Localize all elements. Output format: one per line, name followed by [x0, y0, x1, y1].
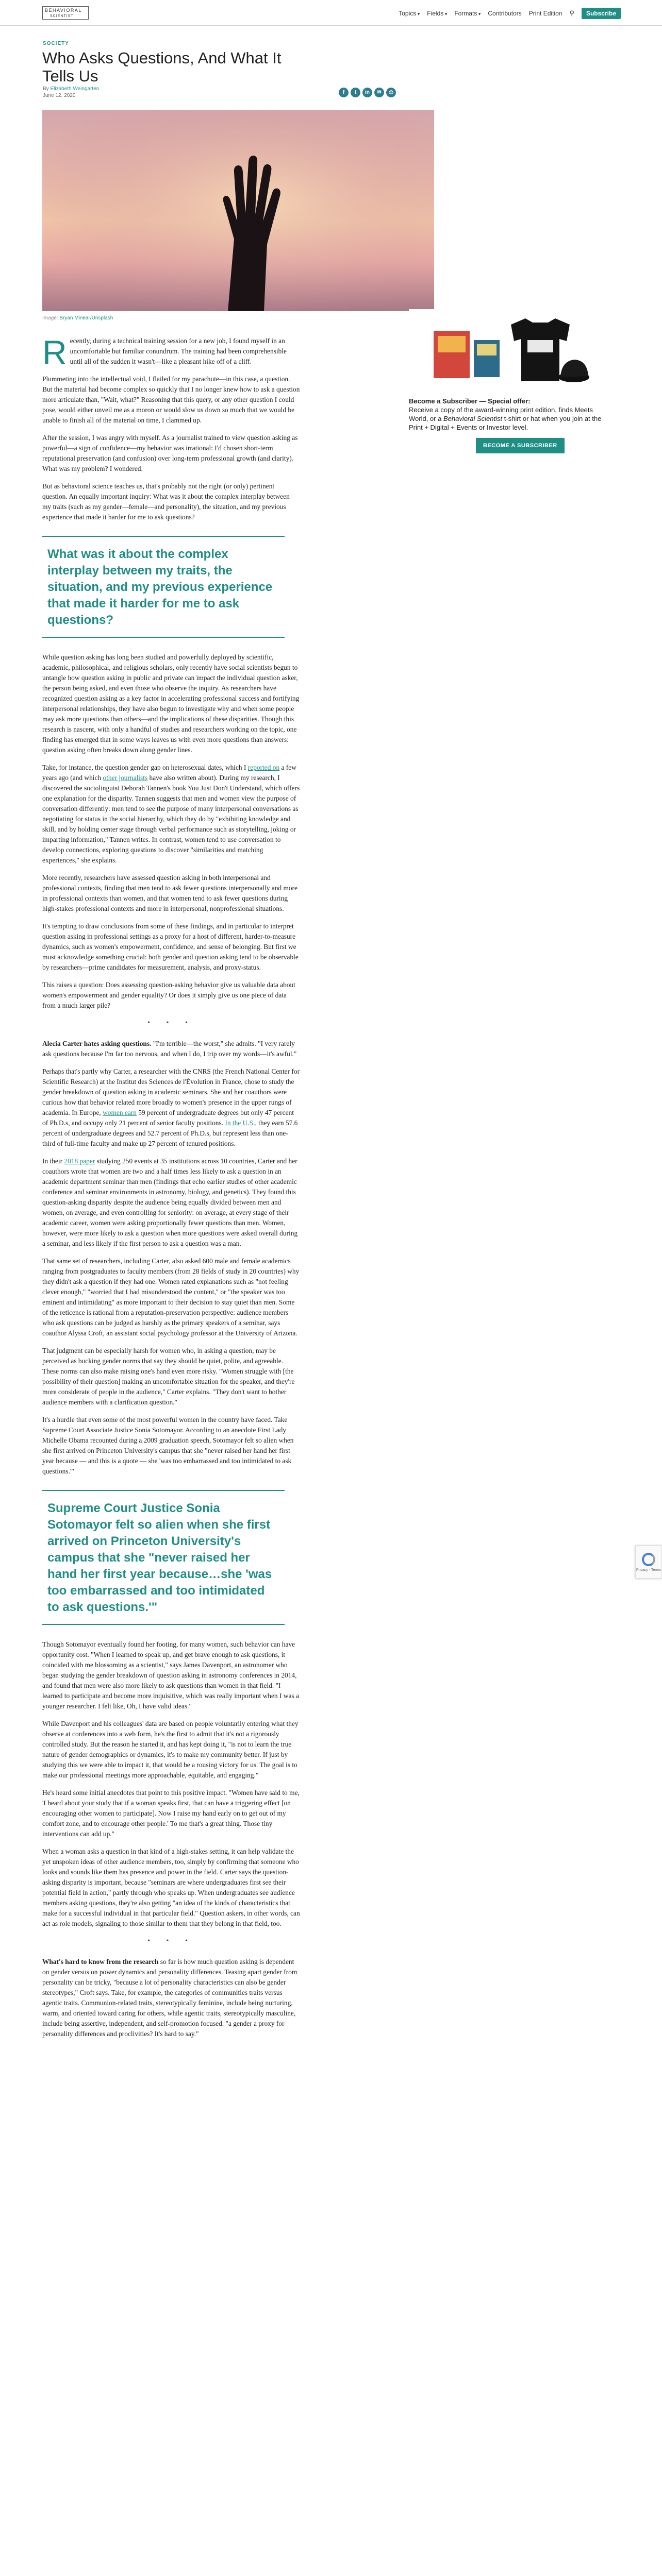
- logo-line2: SCIENTIST: [50, 14, 74, 18]
- author-prefix: By: [43, 86, 49, 92]
- paragraph: When a woman asks a question in that kind of a high-stakes setting, it can help validate the yet unspoken ideas of other audience members, too, simply by confirming that someone who looks and sounds like them has presence and power in the field. Carter says the question-asking disparity is important, because "seminars are where undergraduates first see their potential field in action," partly through who speaks up. When undergraduates see audience members asking questions, they're also getting "an idea of the kinds of characteristics that make for a successful individual in that particular field." Question askers, in other words, can act as role models, signaling to those similar to them that they belong in that field, too.: [42, 1848, 300, 1927]
- caption-prefix: Image:: [42, 315, 58, 321]
- subscribe-sidebar: [409, 309, 605, 453]
- paragraph: [42, 1957, 300, 2039]
- recaptcha-icon: [642, 1553, 655, 1566]
- paper-link[interactable]: 2018 paper: [64, 1157, 95, 1165]
- publish-date: June 12, 2020: [43, 93, 76, 98]
- text-run: a few years ago (and which: [42, 764, 296, 782]
- section-separator: • • •: [147, 1019, 195, 1027]
- nav-formats[interactable]: Formats ▾: [454, 10, 481, 17]
- promo-heading: Become a Subscriber — Special offer:: [409, 397, 531, 405]
- lead-in: Alecia Carter hates asking questions.: [42, 1040, 152, 1047]
- text-run: , they earn 57.6 percent of undergraduate degrees and 52.7 percent of Ph.D.s, but represent less than one-third of full-time faculty and make up 27 percent of tenured positions.: [42, 1119, 298, 1147]
- section-tag[interactable]: SOCIETY: [43, 41, 69, 46]
- paragraph: That judgment can be especially harsh for women who, in asking a question, may be perceived as bucking gender norms that say they should be quiet, polite, and agreeable. These norms can also make raising one's hand even more risky. "Women struggle with [the possibility of their question] making an uncomfortable situation for the speaker, and they're more considerate of people in the audience," Carter explains. "They don't want to bother audience members with a clarification question.": [42, 1347, 295, 1406]
- email-icon[interactable]: ✉: [374, 88, 384, 97]
- text-run: Receive a copy of the award-winning print edition, finds Meets World, or a: [409, 406, 593, 422]
- search-icon[interactable]: ⚲: [569, 9, 574, 17]
- recaptcha-badge[interactable]: [635, 1546, 662, 1579]
- caption-credit-link[interactable]: Bryan Minear/Unsplash: [59, 315, 113, 321]
- text-run: studying 250 events at 35 institutions across 10 countries, Carter and her coauthors wrote that women are two and a half times less likely to ask a question in an academic department seminar than men (findings that echo earlier studies of other academic conference and seminar environments in astronomy, biology, and genetics). They found this question-asking disparity despite the audience being equally divided between men and women, on average, and even controlling for seniority: on average, at every stage of their academic career, women were asking proportionally fewer questions than men. Women, however, were more likely to ask a question when more questions were asked overall during a seminar, and less likely if the first person to ask a question was a man.: [42, 1157, 298, 1247]
- paragraph: He's heard some initial anecdotes that point to this positive impact. "Women have said to me, 'I heard about your study that if a woman speaks first, that can have a triggering effect [on encouraging other women to participate]. Now I raise my hand early on to get out of my comfort zone, and to encourage other people.' To me that's a great thing. Those tiny interventions can add up.": [42, 1789, 300, 1838]
- paragraph: More recently, researchers have assessed question asking in both interpersonal and professional contexts, finding that men tend to ask fewer questions interpersonally and more in professional contexts than women, and that women tend to ask fewer questions during high-stakes professional contexts and more in interpersonal, nonprofessional situations.: [42, 874, 297, 912]
- text-run: have also written about). During my research, I discovered the sociolinguist Deborah Tannen's book You Just Don't Understand, which offers one explanation for the disparity. Tannen suggests that men and women view the purpose of conversation differently: men tend to see the purpose of many interpersonal conversations as negotiating for status in the social hierarchy, which they do by "exhibiting knowledge and skill, and by holding center stage through verbal performance such as storytelling, joking or imparting information," Tannen writes. In contrast, women tend to use conversation to develop connections, exploring questions to discover "similarities and matching experiences," she explains.: [42, 774, 300, 864]
- twitter-icon[interactable]: t: [351, 88, 360, 97]
- paragraph: While question asking has long been studied and powerfully deployed by scientific, academic, philosophical, and religious scholars, only recently have social scientists begun to untangle how question asking in public and private can impact the individual question asker, the person being asked, and even those who observe the inquiry. As researchers have recognized question asking as a key factor in accelerating professional success and fortifying interpersonal relationships, they have also begun to investigate why and when some people may ask more questions than others—and the implications of these disparities. Though this research is nascent, with only a handful of studies and researchers working on the topic, one finding has emerged that in some ways leaves us with even more questions than answers: question asking often breaks down along gender lines.: [42, 653, 300, 754]
- reported-on-link[interactable]: reported on: [247, 764, 280, 771]
- hero-image: [42, 110, 434, 311]
- women-earn-link[interactable]: women earn: [103, 1109, 137, 1116]
- paragraph: [42, 762, 300, 866]
- paragraph: [42, 1039, 300, 1059]
- pull-quote: What was it about the complex interplay between my traits, the situation, and my previous experience that made it harder for me to ask questions?: [42, 536, 285, 638]
- text-run: 59 percent of undergraduate degrees but only 47 percent of Ph.D.s, and occupy only 21 percent of senior faculty positions.: [42, 1109, 294, 1127]
- byline: [43, 86, 99, 99]
- text-run: "I'm terrible—the worst," she admits. "I very rarely ask questions because I'm far too nervous, and when I do, I trip over my words—it's awful.": [42, 1040, 297, 1058]
- paragraph: But as behavioral science teaches us, that's probably not the right (or only) pertinent question. An equally important inquiry: What was it about the complex interplay between my traits (such as my gender—female—and personality), the situation, and my previous experience that made it harder for me to ask questions?: [42, 482, 290, 521]
- pull-quote: Supreme Court Justice Sonia Sotomayor felt so alien when she first arrived on Princeton University's campus that she "never raised her hand her first year because…she 'was too embarrassed and too intimidated to ask questions.'": [42, 1490, 285, 1625]
- text-run: Take, for instance, the question gender gap on heterosexual dates, which I: [42, 764, 248, 771]
- lead-in: What's hard to know from the research: [42, 1958, 159, 1965]
- nav-topics[interactable]: Topics ▾: [399, 10, 420, 17]
- paragraph: [42, 1066, 300, 1149]
- nav-fields[interactable]: Fields ▾: [427, 10, 447, 17]
- promo-image: [409, 309, 605, 392]
- subscribe-button[interactable]: Subscribe: [582, 8, 621, 19]
- print-icon[interactable]: ⎙: [386, 88, 396, 97]
- section-separator: • • •: [147, 1937, 195, 1945]
- nav-contributors[interactable]: Contributors: [488, 10, 522, 17]
- site-logo[interactable]: [42, 6, 89, 20]
- share-bar: [339, 88, 396, 97]
- paragraph: [42, 1156, 300, 1249]
- merch-illustration: [409, 309, 605, 392]
- other-journalists-link[interactable]: other journalists: [103, 774, 148, 782]
- image-caption: [42, 315, 113, 321]
- text-run: Perhaps that's partly why Carter, a researcher with the CNRS (the French National Center for Scientific Research) at the Institut des Sciences de l'Évolution in France, chose to study the gender breakdown of question asking in academic seminars. She and her coauthors were curious how that behavior related more broadly to women's presence in the upper rungs of academia. In Europe,: [42, 1067, 300, 1116]
- page-title: Who Asks Questions, And What It Tells Us: [42, 49, 282, 85]
- logo-line1: BEHAVIORAL: [45, 8, 82, 13]
- text-run: t-shirt or hat when you join at the Print + Digital + Events or Investor level.: [409, 415, 602, 431]
- recaptcha-label: Privacy - Terms: [636, 1568, 661, 1572]
- raised-hand-illustration: [42, 110, 434, 311]
- paragraph: While Davenport and his colleagues' data are based on people voluntarily entering what they observe at conferences into a web form, he's the first to admit that it's not a rigorously controlled study. But the reason he started it, and has kept doing it, "is not to learn the true nature of gender demographics or dynamics, it's to make my community better. If just by studying this we were able to impact it, that would be a rousing victory for us. The goal is to make our professional meetings more approachable, equitable, and engaging.": [42, 1720, 299, 1779]
- paragraph: That same set of researchers, including Carter, also asked 600 male and female academics ranging from postgraduates to faculty members (from 28 fields of study in 20 countries) why they didn't ask a question if they had one. Women rated explanations such as "not feeling clever enough," "worried that I had misunderstood the content," or "the speaker was too eminent and intimidating" as more important to their decision to stay quiet than men. Some of the reticence is rational from a reputation-preservation perspective: audience members who ask questions can be judged as harshly as the primary speakers of a seminar, says coauthor Alyssa Croft, an assistant social psychology professor at the University of Arizona.: [42, 1257, 300, 1337]
- text-run: so far is how much question asking is dependent on gender versus on power dynamics and personality differences. Teasing apart gender from personality can be tricky, "because a lot of personality characteristics can also be gender stereotypes," Croft says. Take, for example, the categories of communities traits versus agentic traits. Communion-related traits, stereotypically feminine, include being nurturing, warm, and oriented toward caring for others, while agentic traits, stereotypically masculine, include being assertive, independent, and self-promotion focused. "a gender a proxy for personality differences and proclivities? It's hard to say.": [42, 1958, 297, 2038]
- publication-name: Behavioral Scientist: [443, 415, 503, 422]
- article-body: [42, 333, 300, 2046]
- promo-text: [409, 397, 605, 432]
- paragraph: It's a hurdle that even some of the most powerful women in the country have faced. Take Supreme Court Associate Justice Sonia Sotomayor. According to an anecdote First Lady Michelle Obama recounted during a 2009 graduation speech, Sotomayor felt so alien when she first arrived on Princeton University's campus that she "never raised her hand her first year because — and this is a quote — she 'was too embarrassed and too intimidated to ask questions.'": [42, 1416, 294, 1475]
- become-subscriber-button[interactable]: BECOME A SUBSCRIBER: [476, 438, 565, 453]
- nav-print-edition[interactable]: Print Edition: [528, 10, 562, 17]
- paragraph: Plummeting into the intellectual void, I flailed for my parachute—in this case, a question. But the material had become complex so quickly that I no longer knew how to ask a question more articulate than, "Wait, what?" Reasoning that this query, or any other question I could pose, would either unveil me as a moron or would slow us down so much that we would be unable to finish all of the material on time, I clammed up.: [42, 375, 300, 424]
- paragraph: This raises a question: Does assessing question-asking behavior give us valuable data about women's empowerment and gender equality? Or does it simply give us one piece of data from a much larger pile?: [42, 981, 295, 1009]
- paragraph: After the session, I was angry with myself. As a journalist trained to view question asking as powerful—a sign of confidence—my behavior was irrational: I'd chosen short-term reputational preservation (and confusion) over long-term professional growth (and clarity). What was my problem? I wondered.: [42, 434, 298, 472]
- site-header: [0, 0, 662, 26]
- in-the-us-link[interactable]: In the U.S.: [225, 1119, 255, 1127]
- author-link[interactable]: Elizabeth Weingarten: [50, 86, 100, 92]
- paragraph: It's tempting to draw conclusions from some of these findings, and in particular to interpret question asking in professional settings as a proxy for a host of different, harder-to-measure dynamics, such as women's empowerment, confidence, and sense of belonging. But first we must acknowledge something crucial: both gender and question asking tend to be observable by researchers—prime candidates for measurement, analysis, and proxy-status.: [42, 922, 299, 971]
- main-nav: [399, 8, 621, 19]
- text-run: In their: [42, 1157, 64, 1165]
- paragraph: Recently, during a technical training session for a new job, I found myself in an uncomfortable but familiar conundrum. The training had been comprehensible until all of the sudden it wasn't—like a pleasant hike off of a cliff.: [42, 333, 287, 371]
- linkedin-icon[interactable]: in: [362, 88, 372, 97]
- paragraph: Though Sotomayor eventually found her footing, for many women, such behavior can have opportunity cost. "When I learned to speak up, and get brave enough to ask questions, it coincided with me blossoming as a scientist," says James Davenport, an astronomer who began studying the gender breakdown of question asking in astronomy conferences in 2014, and found that men were also more likely to ask questions than women in that field. "I learned to participate and become more inquisitive, which was really important when I was a younger researcher. I felt like, Oh, I have valid ideas.": [42, 1640, 299, 1710]
- facebook-icon[interactable]: f: [339, 88, 349, 97]
